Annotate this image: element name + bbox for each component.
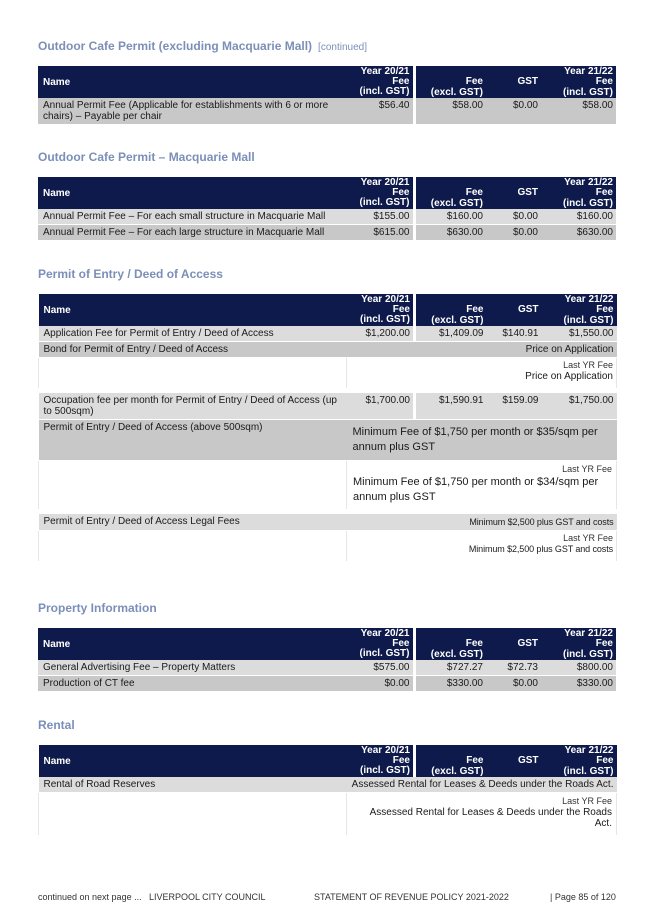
header-incl-gst: (incl. GST) xyxy=(541,198,616,209)
last-year-row xyxy=(39,358,617,389)
fee-name: Rental of Road Reserves xyxy=(39,777,347,793)
table-row xyxy=(38,209,616,225)
section-title-text: Outdoor Cafe Permit – Macquarie Mall xyxy=(38,150,255,164)
fee-name: Annual Permit Fee (Applicable for establishments with 6 or more chairs) – Payable per chair xyxy=(38,98,346,125)
footer-council: LIVERPOOL CITY COUNCIL xyxy=(149,892,266,902)
fee-name: Permit of Entry / Deed of Access (above 500sqm) xyxy=(39,420,347,461)
fee-year2021: $575.00 xyxy=(346,660,414,676)
header-year2122: Year 21/22 xyxy=(541,177,616,188)
table-row xyxy=(39,342,617,358)
header-year2021: Year 20/21 xyxy=(347,294,415,305)
rental-fee-table xyxy=(38,745,617,836)
header-incl-gst: (incl. GST) xyxy=(541,649,616,660)
fee-year2122: $630.00 xyxy=(541,225,616,241)
section-title-text: Property Information xyxy=(38,601,157,615)
fee-value: Minimum Fee of $1,750 per month or $35/sqm per annum plus GST xyxy=(347,420,617,461)
header-year2021: Year 20/21 xyxy=(347,745,415,756)
last-year-label: Last YR Fee xyxy=(563,533,613,543)
fee-name: Occupation fee per month for Permit of Entry / Deed of Access (up to 500sqm) xyxy=(39,393,347,420)
header-fee: Fee xyxy=(347,756,415,766)
fee-gst: $72.73 xyxy=(486,660,541,676)
fee-value: Assessed Rental for Leases & Deeds under the Roads Act. xyxy=(347,777,617,793)
header-incl-gst: (incl. GST) xyxy=(347,766,415,777)
fee-excl-gst: $1,590.91 xyxy=(415,393,487,420)
last-year-row xyxy=(39,461,617,510)
header-incl-gst: (incl. GST) xyxy=(346,198,414,209)
section-title-entry xyxy=(38,267,223,281)
header-fee: Fee xyxy=(542,305,617,315)
fee-gst: $0.00 xyxy=(486,209,541,225)
fee-value: Minimum $2,500 plus GST and costs xyxy=(347,514,617,531)
fee-name: Production of CT fee xyxy=(38,676,346,692)
section-subtitle: [continued] xyxy=(318,42,367,53)
last-year-value: Minimum $2,500 plus GST and costs xyxy=(468,544,613,554)
header-gst: GST xyxy=(486,188,541,198)
fee-gst: $0.00 xyxy=(486,676,541,692)
header-excl-gst: (excl. GST) xyxy=(414,87,486,98)
header-incl-gst: (incl. GST) xyxy=(542,766,617,777)
header-gst: GST xyxy=(487,305,542,315)
fee-value: Price on Application xyxy=(347,342,617,358)
header-year2122: Year 21/22 xyxy=(542,294,617,305)
fee-year2122: $1,750.00 xyxy=(542,393,617,420)
section-title-text: Outdoor Cafe Permit (excluding Macquarie Mall) xyxy=(38,39,313,53)
header-fee: Fee xyxy=(347,305,415,315)
header-year2122: Year 21/22 xyxy=(541,628,616,639)
fee-name: Bond for Permit of Entry / Deed of Access xyxy=(39,342,347,358)
header-incl-gst: (incl. GST) xyxy=(541,87,616,98)
table-row xyxy=(39,393,617,420)
header-year2021: Year 20/21 xyxy=(346,628,414,639)
header-excl-gst: (excl. GST) xyxy=(414,198,486,209)
fee-year2021: $1,200.00 xyxy=(347,326,415,342)
header-excl-gst: (excl. GST) xyxy=(415,315,487,326)
last-year-value: Price on Application xyxy=(525,371,613,382)
table-row xyxy=(39,514,617,531)
header-fee: Fee xyxy=(414,188,486,198)
header-incl-gst: (incl. GST) xyxy=(347,315,415,326)
header-fee: Fee xyxy=(346,77,414,87)
header-excl-gst: (excl. GST) xyxy=(415,766,487,777)
fee-gst: $0.00 xyxy=(486,98,541,125)
section-title-outdoor xyxy=(38,39,367,53)
header-name: Name xyxy=(38,177,346,209)
fee-gst: $140.91 xyxy=(487,326,542,342)
header-incl-gst: (incl. GST) xyxy=(346,87,414,98)
last-year-cell xyxy=(347,358,617,389)
fee-name: Annual Permit Fee – For each small structure in Macquarie Mall xyxy=(38,209,346,225)
table-row xyxy=(38,98,616,125)
header-fee: Fee xyxy=(414,639,486,649)
fee-excl-gst: $330.00 xyxy=(414,676,486,692)
header-name: Name xyxy=(39,745,347,777)
header-name: Name xyxy=(39,294,347,326)
footer-statement: STATEMENT OF REVENUE POLICY 2021-2022 xyxy=(314,892,509,902)
entry-fee-table xyxy=(38,294,617,562)
fee-year2021: $1,700.00 xyxy=(347,393,415,420)
header-incl-gst: (incl. GST) xyxy=(346,649,414,660)
header-excl-gst: (excl. GST) xyxy=(414,649,486,660)
fee-year2122: $330.00 xyxy=(541,676,616,692)
header-fee: Fee xyxy=(541,77,616,87)
header-fee: Fee xyxy=(415,305,487,315)
header-fee: Fee xyxy=(346,188,414,198)
table-row xyxy=(39,420,617,461)
last-year-label: Last YR Fee xyxy=(562,796,612,806)
macquarie-fee-table xyxy=(38,177,616,241)
header-incl-gst: (incl. GST) xyxy=(542,315,617,326)
fee-year2122: $800.00 xyxy=(541,660,616,676)
section-title-property xyxy=(38,601,157,615)
table-row xyxy=(38,676,616,692)
header-name: Name xyxy=(38,66,346,98)
header-year2021: Year 20/21 xyxy=(346,177,414,188)
last-year-cell xyxy=(347,793,617,836)
fee-excl-gst: $1,409.09 xyxy=(415,326,487,342)
header-fee: Fee xyxy=(542,756,617,766)
section-title-macquarie xyxy=(38,150,255,164)
last-year-value: Minimum Fee of $1,750 per month or $34/sqm per annum plus GST xyxy=(353,476,599,503)
last-year-label: Last YR Fee xyxy=(563,360,613,370)
fee-year2021: $155.00 xyxy=(346,209,414,225)
outdoor-fee-table xyxy=(38,66,616,125)
section-title-text: Permit of Entry / Deed of Access xyxy=(38,267,223,281)
header-fee: Fee xyxy=(541,188,616,198)
fee-name: General Advertising Fee – Property Matters xyxy=(38,660,346,676)
fee-gst: $0.00 xyxy=(486,225,541,241)
last-year-row xyxy=(39,531,617,562)
last-year-row xyxy=(39,793,617,836)
fee-year2021: $615.00 xyxy=(346,225,414,241)
header-year2122: Year 21/22 xyxy=(542,745,617,756)
table-row xyxy=(39,326,617,342)
header-year2122: Year 21/22 xyxy=(541,66,616,77)
fee-name: Annual Permit Fee – For each large structure in Macquarie Mall xyxy=(38,225,346,241)
header-fee: Fee xyxy=(415,756,487,766)
fee-gst: $159.09 xyxy=(487,393,542,420)
fee-year2021: $0.00 xyxy=(346,676,414,692)
last-year-value: Assessed Rental for Leases & Deeds under the Roads Act. xyxy=(369,807,612,829)
fee-excl-gst: $160.00 xyxy=(414,209,486,225)
fee-year2122: $1,550.00 xyxy=(542,326,617,342)
fee-name: Permit of Entry / Deed of Access Legal Fees xyxy=(39,514,347,531)
header-year2021: Year 20/21 xyxy=(346,66,414,77)
section-title-text: Rental xyxy=(38,718,75,732)
table-row xyxy=(38,225,616,241)
fee-year2021: $56.40 xyxy=(346,98,414,125)
header-gst: GST xyxy=(486,77,541,87)
header-fee: Fee xyxy=(541,639,616,649)
footer-continued: continued on next page ... xyxy=(38,892,142,902)
last-year-cell xyxy=(347,461,617,510)
header-gst: GST xyxy=(487,756,542,766)
last-year-label: Last YR Fee xyxy=(562,464,612,474)
fee-year2122: $160.00 xyxy=(541,209,616,225)
fee-name: Application Fee for Permit of Entry / Deed of Access xyxy=(39,326,347,342)
table-row xyxy=(39,777,617,793)
header-name: Name xyxy=(38,628,346,660)
header-gst: GST xyxy=(486,639,541,649)
last-year-cell xyxy=(347,531,617,562)
footer-page-number: | Page 85 of 120 xyxy=(550,892,616,902)
table-row xyxy=(38,660,616,676)
section-title-rental xyxy=(38,718,75,732)
fee-year2122: $58.00 xyxy=(541,98,616,125)
fee-excl-gst: $58.00 xyxy=(414,98,486,125)
fee-excl-gst: $630.00 xyxy=(414,225,486,241)
property-fee-table xyxy=(38,628,616,692)
header-fee: Fee xyxy=(414,77,486,87)
header-fee: Fee xyxy=(346,639,414,649)
fee-excl-gst: $727.27 xyxy=(414,660,486,676)
